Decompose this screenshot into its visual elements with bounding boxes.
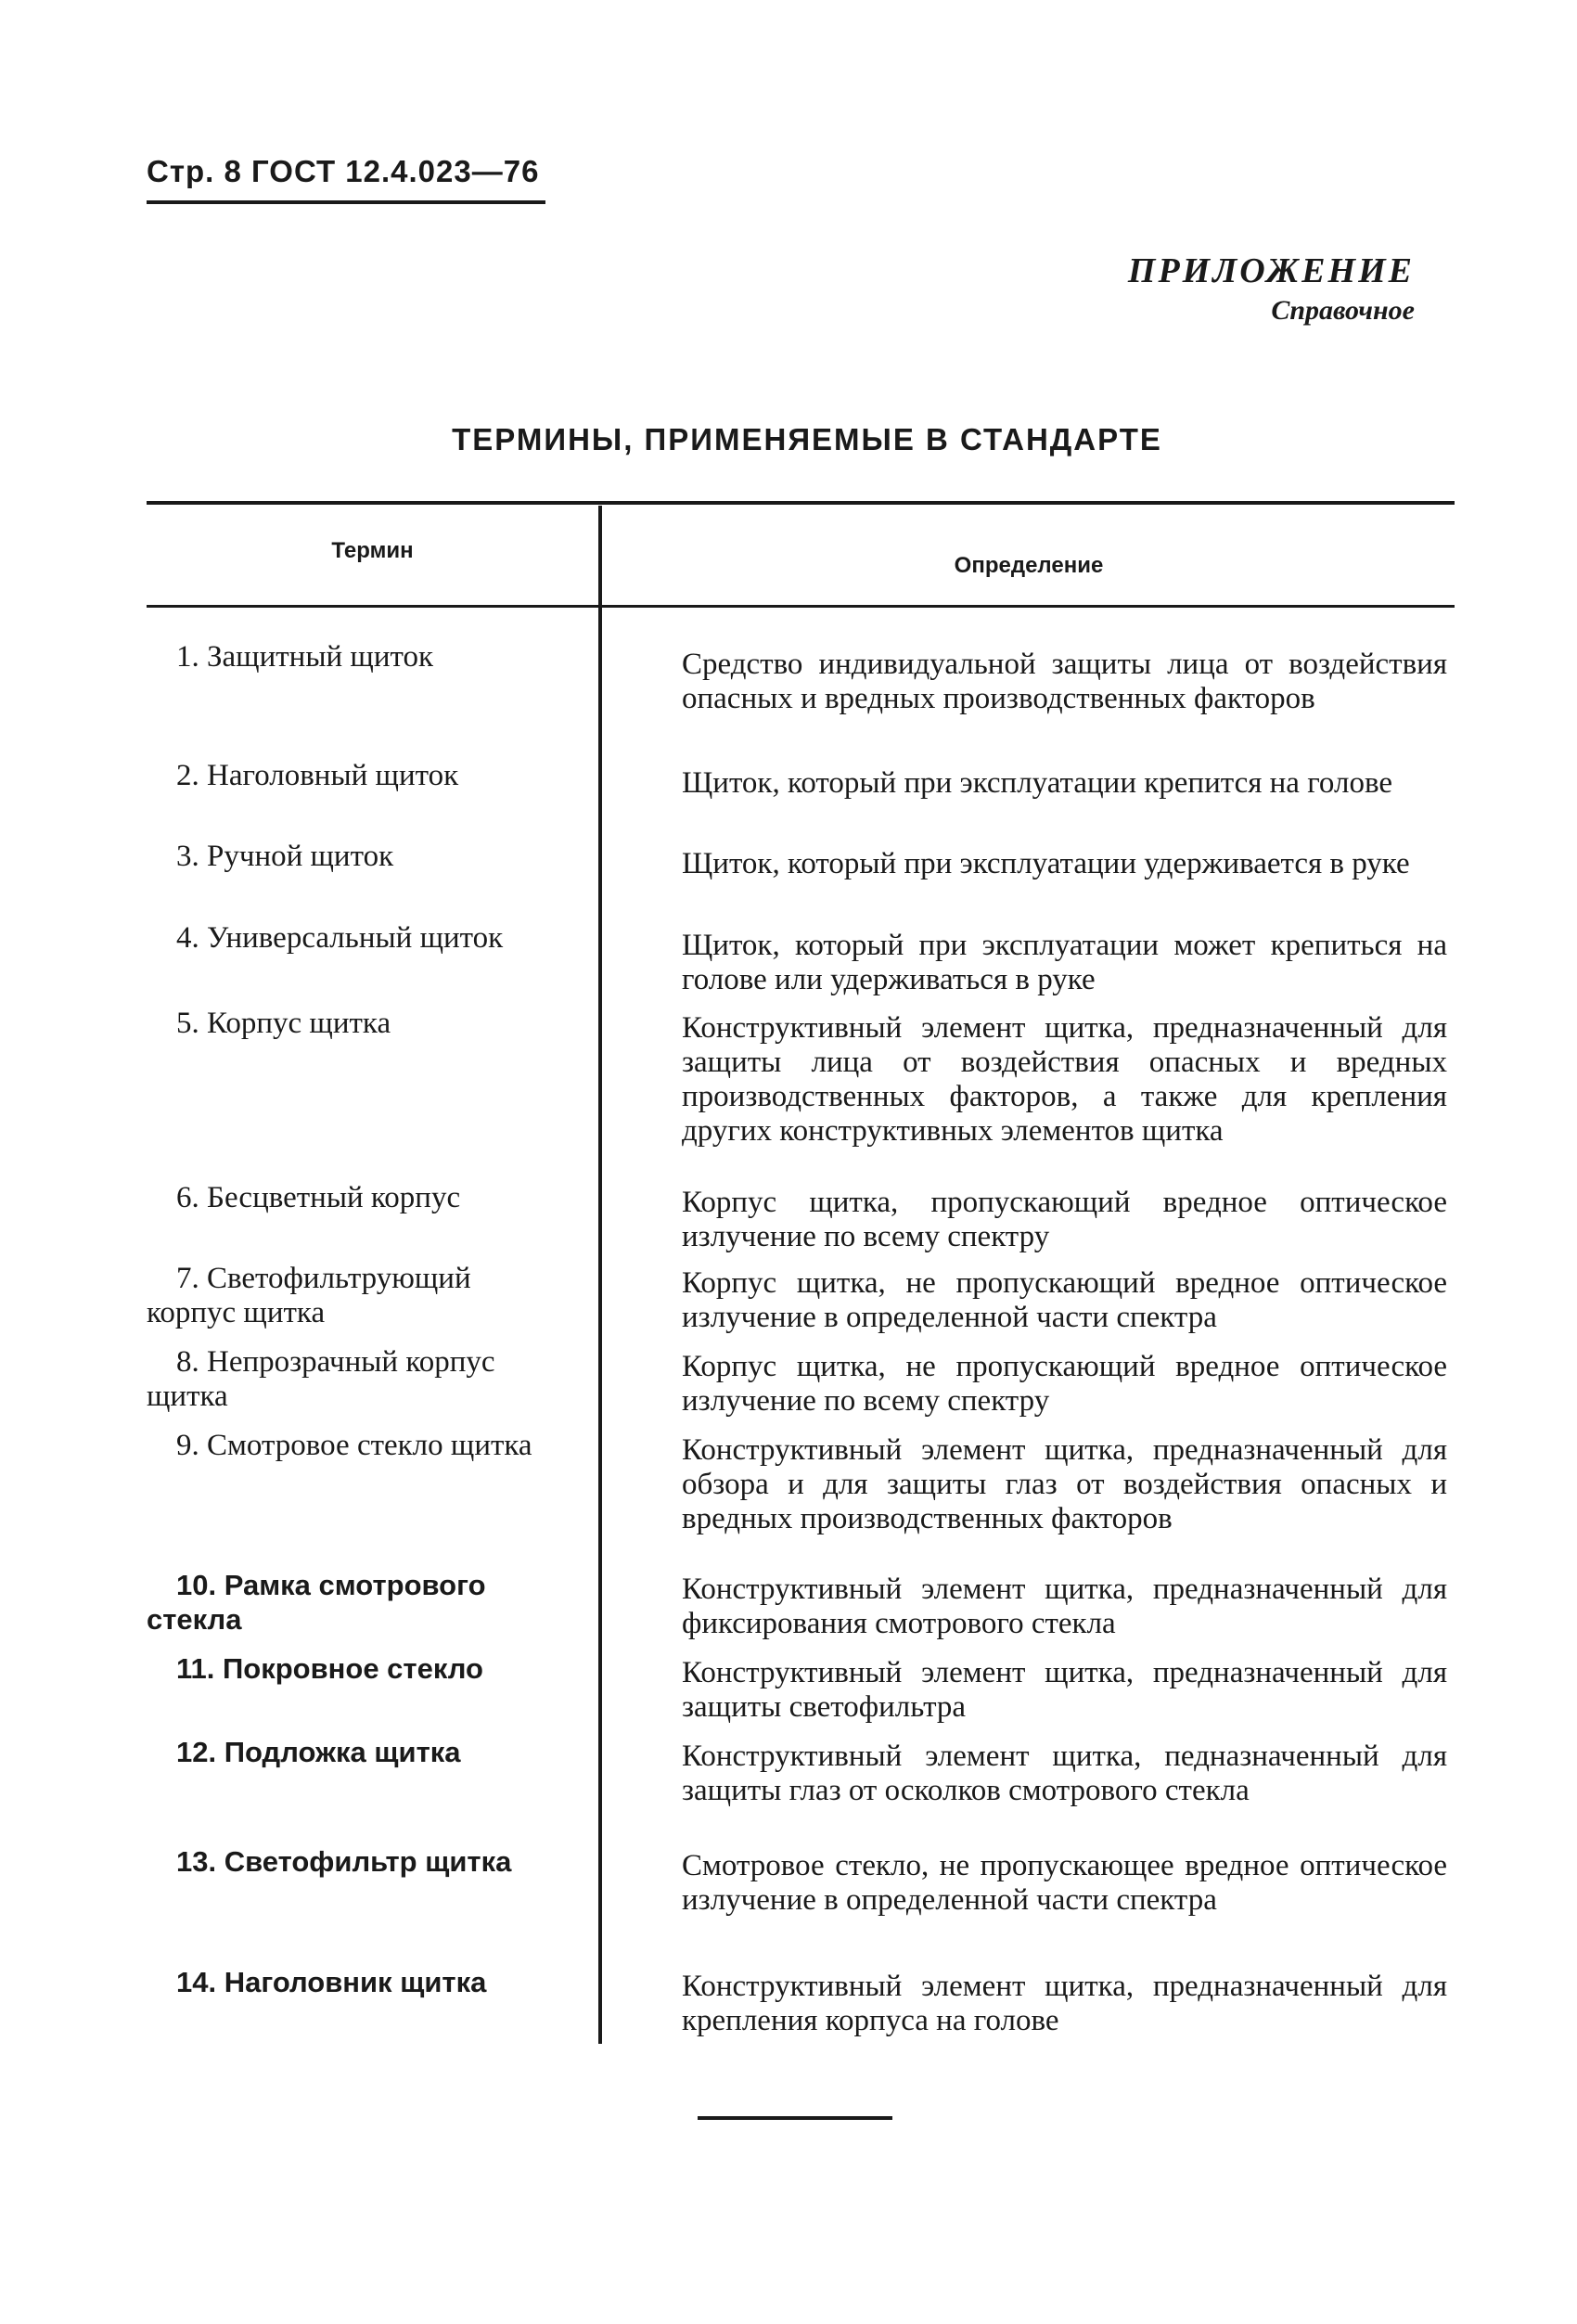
appendix-kind: Справочное	[1271, 295, 1415, 326]
definition-5: Конструктивный элемент щитка, предназначенный для защиты лица от воздействия опасных и вредных производственных факторов, а также для крепления других конструктивных элементов щитка	[682, 1011, 1447, 1148]
definition-10: Конструктивный элемент щитка, предназначенный для фиксирования смотрового стекла	[682, 1573, 1447, 1640]
appendix-block	[1128, 250, 1415, 327]
term-1: 1. Защитный щиток	[176, 640, 434, 674]
column-divider	[598, 506, 602, 2044]
term-8: 8. Непрозрачный корпус щитка	[147, 1345, 495, 1413]
term-7: 7. Светофильтрующий корпус щитка	[147, 1262, 471, 1329]
table-title: ТЕРМИНЫ, ПРИМЕНЯЕМЫЕ В СТАНДАРТЕ	[452, 422, 1162, 456]
definition-1: Средство индивидуальной защиты лица от воздействия опасных и вредных производственных факторов	[682, 648, 1447, 715]
term-4: 4. Универсальный щиток	[176, 921, 504, 955]
definition-2: Щиток, который при эксплуатации крепится на голове	[682, 766, 1392, 800]
term-12: 12. Подложка щитка	[176, 1736, 461, 1768]
term-11: 11. Покровное стекло	[176, 1652, 483, 1685]
table-top-rule	[147, 501, 1455, 505]
term-2: 2. Наголовный щиток	[176, 759, 459, 792]
term-3: 3. Ручной щиток	[176, 840, 394, 873]
table-head-rule	[147, 605, 1455, 608]
term-6: 6. Бесцветный корпус	[176, 1181, 461, 1214]
page-header: Стр. 8 ГОСТ 12.4.023—76	[147, 154, 540, 188]
definition-12: Конструктивный элемент щитка, педназначенный для защиты глаз от осколков смотрового стекла	[682, 1740, 1447, 1807]
end-rule	[698, 2116, 892, 2120]
column-header-definition: Определение	[954, 553, 1104, 578]
definition-14: Конструктивный элемент щитка, предназначенный для крепления корпуса на голове	[682, 1970, 1447, 2037]
term-14: 14. Наголовник щитка	[176, 1966, 487, 1998]
definition-9: Конструктивный элемент щитка, предназначенный для обзора и для защиты глаз от воздействия опасных и вредных производственных факторов	[682, 1433, 1447, 1535]
term-10: 10. Рамка смотрового стекла	[147, 1569, 486, 1636]
definition-13: Смотровое стекло, не пропускающее вредное оптическое излучение в определенной части спектра	[682, 1849, 1447, 1917]
definition-8: Корпус щитка, не пропускающий вредное оптическое излучение по всему спектру	[682, 1350, 1447, 1418]
header-rule	[147, 200, 545, 204]
term-13: 13. Светофильтр щитка	[176, 1845, 512, 1878]
definition-6: Корпус щитка, пропускающий вредное оптическое излучение по всему спектру	[682, 1186, 1447, 1253]
definition-4: Щиток, который при эксплуатации может крепиться на голове или удерживаться в руке	[682, 929, 1447, 996]
definition-7: Корпус щитка, не пропускающий вредное оптическое излучение в определенной части спектра	[682, 1266, 1447, 1334]
term-9: 9. Смотровое стекло щитка	[176, 1429, 532, 1462]
definition-11: Конструктивный элемент щитка, предназначенный для защиты светофильтра	[682, 1656, 1447, 1724]
column-header-term: Термин	[331, 538, 414, 563]
definition-3: Щиток, который при эксплуатации удерживается в руке	[682, 847, 1410, 880]
appendix-label: ПРИЛОЖЕНИЕ	[1127, 251, 1415, 290]
term-5: 5. Корпус щитка	[176, 1007, 391, 1040]
